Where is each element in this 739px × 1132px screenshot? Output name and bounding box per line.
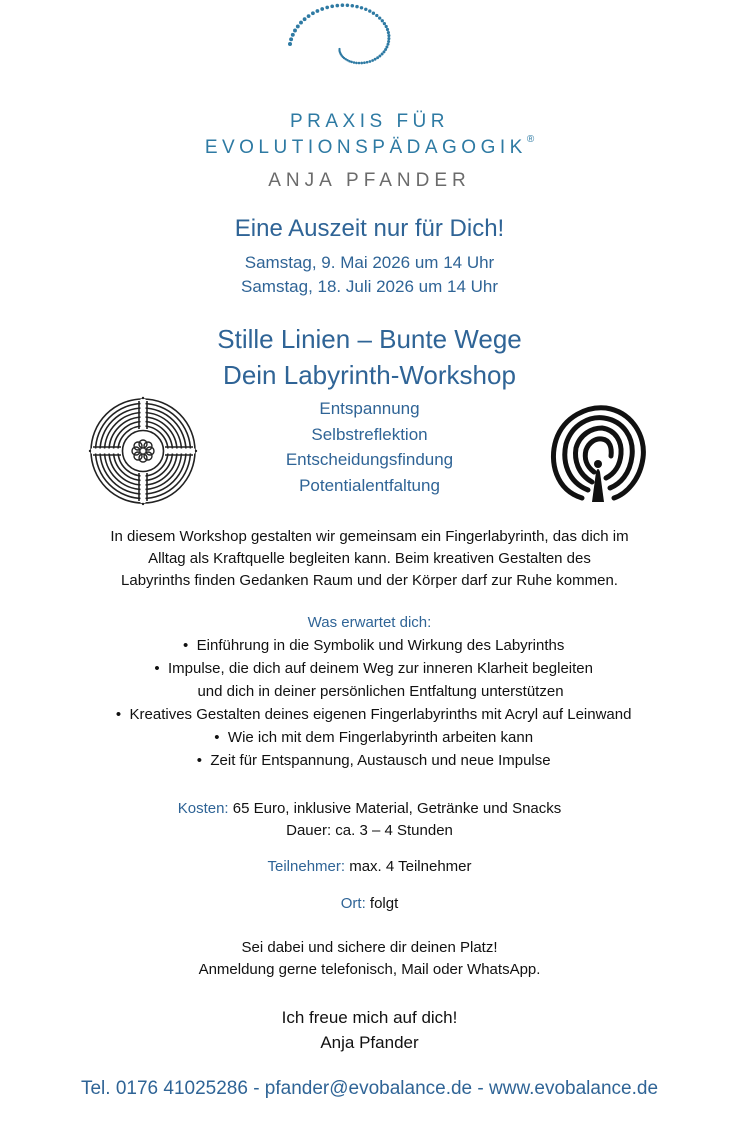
classic-labyrinth-icon xyxy=(546,402,650,506)
intro-line-1: In diesem Workshop gestalten wir gemeinsam ein Fingerlabyrinth, das dich im xyxy=(110,528,629,545)
spiral-logo-icon xyxy=(0,0,739,110)
expect-heading: Was erwartet dich: xyxy=(307,614,432,631)
spiral-dot xyxy=(387,40,390,43)
closing-line: Ich freue mich auf dich! xyxy=(281,1008,458,1027)
list-item-text: und dich in deiner persönlichen Entfaltung unterstützen xyxy=(197,683,564,700)
intro-line-3: Labyrinths finden Gedanken Raum und der Körper darf zur Ruhe kommen. xyxy=(121,572,618,589)
list-item-text: Kreatives Gestalten deines eigenen Fingerlabyrinths mit Acryl auf Leinwand xyxy=(129,706,632,723)
headline: Eine Auszeit nur für Dich! xyxy=(234,215,505,242)
location-value: folgt xyxy=(365,895,399,912)
theme-1: Entspannung xyxy=(319,399,420,418)
brand-owner: ANJA PFANDER xyxy=(268,170,471,191)
signature: Anja Pfander xyxy=(320,1033,419,1052)
spiral-dot xyxy=(376,56,379,59)
spiral-dot xyxy=(320,7,324,11)
spiral-dot xyxy=(353,61,356,64)
list-item xyxy=(0,749,739,772)
spiral-dot xyxy=(374,58,377,61)
costs-value: 65 Euro, inklusive Material, Getränke und Snacks xyxy=(228,800,562,817)
spiral-dot xyxy=(387,31,390,34)
spiral-dot xyxy=(341,3,345,7)
list-item-continuation xyxy=(0,680,739,703)
spiral-dot xyxy=(289,37,293,41)
spiral-dot xyxy=(351,4,355,8)
spiral-dot xyxy=(372,12,375,15)
spiral-dot xyxy=(303,17,307,21)
participants-label: Teilnehmer: xyxy=(267,858,346,875)
spiral-dot xyxy=(316,9,320,13)
list-item xyxy=(0,726,739,749)
spiral-dot xyxy=(363,61,366,64)
spiral-dot xyxy=(368,9,371,12)
spiral-dot xyxy=(346,4,350,8)
participants xyxy=(0,856,739,878)
bullet-icon: • xyxy=(196,752,202,769)
spiral-dot xyxy=(307,14,311,18)
list-item-text: Impulse, die dich auf deinem Weg zur inneren Klarheit begleiten xyxy=(168,660,593,677)
spiral-dot xyxy=(330,4,334,8)
contact-footer: Tel. 0176 41025286 - pfander@evobalance.de - www.evobalance.de xyxy=(80,1078,659,1099)
participants-value: max. 4 Teilnehmer xyxy=(345,858,472,875)
spiral-dot xyxy=(385,46,388,49)
costs xyxy=(0,798,739,820)
spiral-dot xyxy=(383,50,386,53)
list-item-text: Zeit für Entspannung, Austausch und neue Impulse xyxy=(210,752,551,769)
spiral-dot xyxy=(364,8,367,11)
list-item xyxy=(0,657,739,680)
list-item xyxy=(0,703,739,726)
workshop-title-2: Dein Labyrinth-Workshop xyxy=(223,360,516,390)
cta-line-2: Anmeldung gerne telefonisch, Mail oder WhatsApp. xyxy=(198,961,541,978)
theme-4: Potentialentfaltung xyxy=(299,476,440,495)
spiral-dot xyxy=(293,29,297,33)
spiral-dot xyxy=(366,61,369,64)
registered-mark: ® xyxy=(526,134,535,145)
bullet-icon: • xyxy=(214,729,220,746)
spiral-dot xyxy=(386,43,389,46)
brand-line-2 xyxy=(0,134,739,159)
spiral-dot xyxy=(336,4,340,8)
spiral-dot xyxy=(355,5,358,8)
spiral-dot xyxy=(299,21,303,25)
duration: Dauer: ca. 3 – 4 Stunden xyxy=(286,822,453,839)
spiral-dot xyxy=(375,14,378,17)
list-item-text: Wie ich mit dem Fingerlabyrinth arbeiten kann xyxy=(227,729,534,746)
spiral-dot xyxy=(383,22,386,25)
spiral-dot xyxy=(358,62,361,65)
intro-line-2: Alltag als Kraftquelle begleiten kann. Beim kreativen Gestalten des xyxy=(148,550,591,567)
theme-3: Entscheidungsfindung xyxy=(285,450,454,469)
spiral-dot xyxy=(378,55,381,58)
costs-label: Kosten: xyxy=(177,800,229,817)
workshop-title-1: Stille Linien – Bunte Wege xyxy=(217,324,522,354)
spiral-dot xyxy=(381,19,384,22)
spiral-dot xyxy=(387,34,390,37)
spiral-dot xyxy=(386,28,389,31)
spiral-dot xyxy=(387,37,390,40)
spiral-dot xyxy=(325,6,329,10)
brand-name: EVOLUTIONSPÄDAGOGIK xyxy=(204,137,527,158)
location xyxy=(0,893,739,915)
bullet-icon: • xyxy=(115,706,122,723)
spiral-dot xyxy=(371,59,374,62)
bullet-icon: • xyxy=(183,637,189,654)
bullet-icon: • xyxy=(154,660,160,677)
spiral-dot xyxy=(350,61,353,64)
location-label: Ort: xyxy=(340,895,366,912)
spiral-dot xyxy=(385,25,388,28)
brand-line-1: PRAXIS FÜR xyxy=(289,111,450,132)
spiral-dot xyxy=(369,60,372,63)
spiral-dot xyxy=(311,11,315,15)
spiral-dot xyxy=(355,62,358,65)
spiral-dot xyxy=(288,42,292,46)
spiral-dot xyxy=(378,16,381,19)
spiral-dot xyxy=(360,62,363,65)
expect-list xyxy=(0,634,739,772)
list-item-text: Einführung in die Symbolik und Wirkung des Labyrinths xyxy=(196,637,565,654)
date-2: Samstag, 18. Juli 2026 um 14 Uhr xyxy=(240,277,499,296)
spiral-dot xyxy=(291,33,295,37)
date-1: Samstag, 9. Mai 2026 um 14 Uhr xyxy=(244,253,495,272)
spiral-dot xyxy=(296,24,300,28)
spiral-dot xyxy=(360,6,363,9)
chartres-labyrinth-icon xyxy=(88,396,198,506)
theme-2: Selbstreflektion xyxy=(311,425,428,444)
cta-line-1: Sei dabei und sichere dir deinen Platz! xyxy=(241,939,498,956)
list-item xyxy=(0,634,739,657)
